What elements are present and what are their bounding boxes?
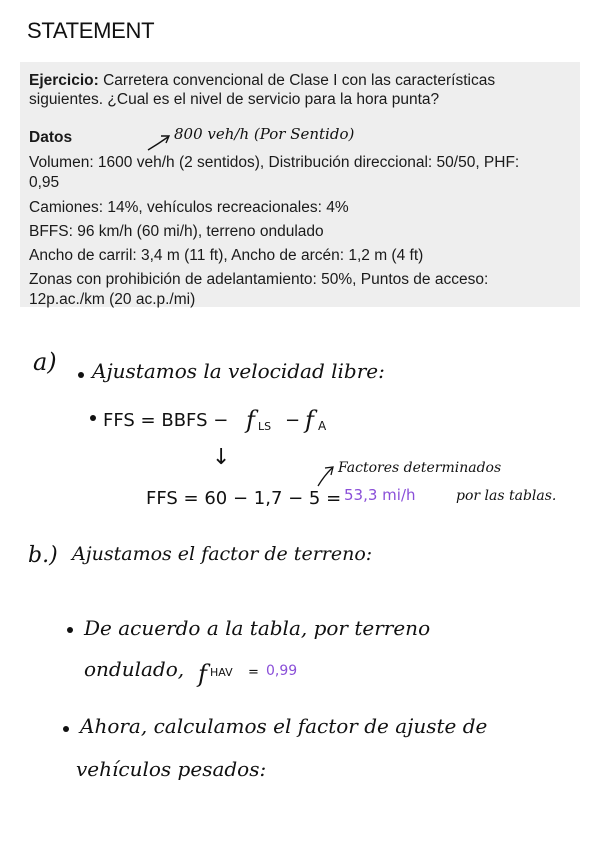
bullet2-line1: Ahora, calculamos el factor de ajuste de [80, 714, 488, 738]
ejercicio-text-1: Carretera convencional de Clase I con las características [98, 72, 496, 89]
zonas-line-1: Zonas con prohibición de adelantamiento: 50%, Puntos de acceso: [29, 271, 489, 288]
page-title: STATEMENT [27, 18, 155, 43]
b-heading: Ajustamos el factor de terreno: [72, 543, 373, 565]
bullet1-line1: De acuerdo a la tabla, por terreno [84, 616, 431, 640]
ffs-formula-fls: f [246, 406, 255, 434]
ffs-formula-fa-sub: A [318, 419, 327, 433]
camiones-line: Camiones: 14%, vehículos recreacionales: 4% [29, 199, 349, 216]
b-label: b.) [28, 543, 58, 568]
bullet2-line2: vehículos pesados: [76, 757, 267, 781]
fhav-value: 0,99 [266, 663, 298, 679]
volumen-line-1: Volumen: 1600 veh/h (2 sentidos), Distribución direccional: 50/50, PHF: [29, 154, 520, 171]
fhav-eq: = [248, 665, 259, 680]
bullet-ffs [90, 415, 96, 421]
volumen-line-2: 0,95 [29, 174, 60, 191]
ffs-formula-lhs: FFS = BBFS − [103, 410, 229, 431]
datos-annotation: 800 veh/h (Por Sentido) [174, 125, 355, 143]
datos-label: Datos [29, 129, 73, 146]
arrow-down-icon: ↓ [212, 445, 231, 470]
ejercicio-label: Ejercicio: [29, 72, 99, 89]
ffs-formula-minus: − [285, 410, 301, 431]
factores-arrow-icon [318, 468, 332, 486]
a-heading: Ajustamos la velocidad libre: [92, 359, 385, 383]
annotation-arrow-icon [148, 137, 168, 150]
zonas-line-2: 12p.ac./km (20 ac.p./mi) [29, 291, 196, 308]
ffs-calc: FFS = 60 − 1,7 − 5 = [146, 488, 342, 509]
fhav-f: f [198, 660, 207, 688]
bffs-line: BFFS: 96 km/h (60 mi/h), terreno ondulado [29, 223, 324, 240]
ffs-formula-fa: f [305, 406, 314, 434]
bullet-a [78, 372, 84, 378]
ejercicio-line-2: siguientes. ¿Cual es el nivel de servicio para la hora punta? [29, 91, 440, 108]
tablas-note: por las tablas. [456, 488, 557, 504]
fhav-sub: HAV [210, 666, 233, 679]
factores-note: Factores determinados [338, 460, 502, 476]
bullet-2 [63, 726, 69, 732]
ancho-line: Ancho de carril: 3,4 m (11 ft), Ancho de arcén: 1,2 m (4 ft) [29, 247, 424, 264]
ffs-formula-fls-sub: LS [258, 420, 272, 433]
bullet1-line2: ondulado, [84, 657, 185, 681]
bullet-1 [67, 627, 73, 633]
ffs-result: 53,3 mi/h [344, 486, 416, 504]
a-label: a) [33, 348, 57, 376]
